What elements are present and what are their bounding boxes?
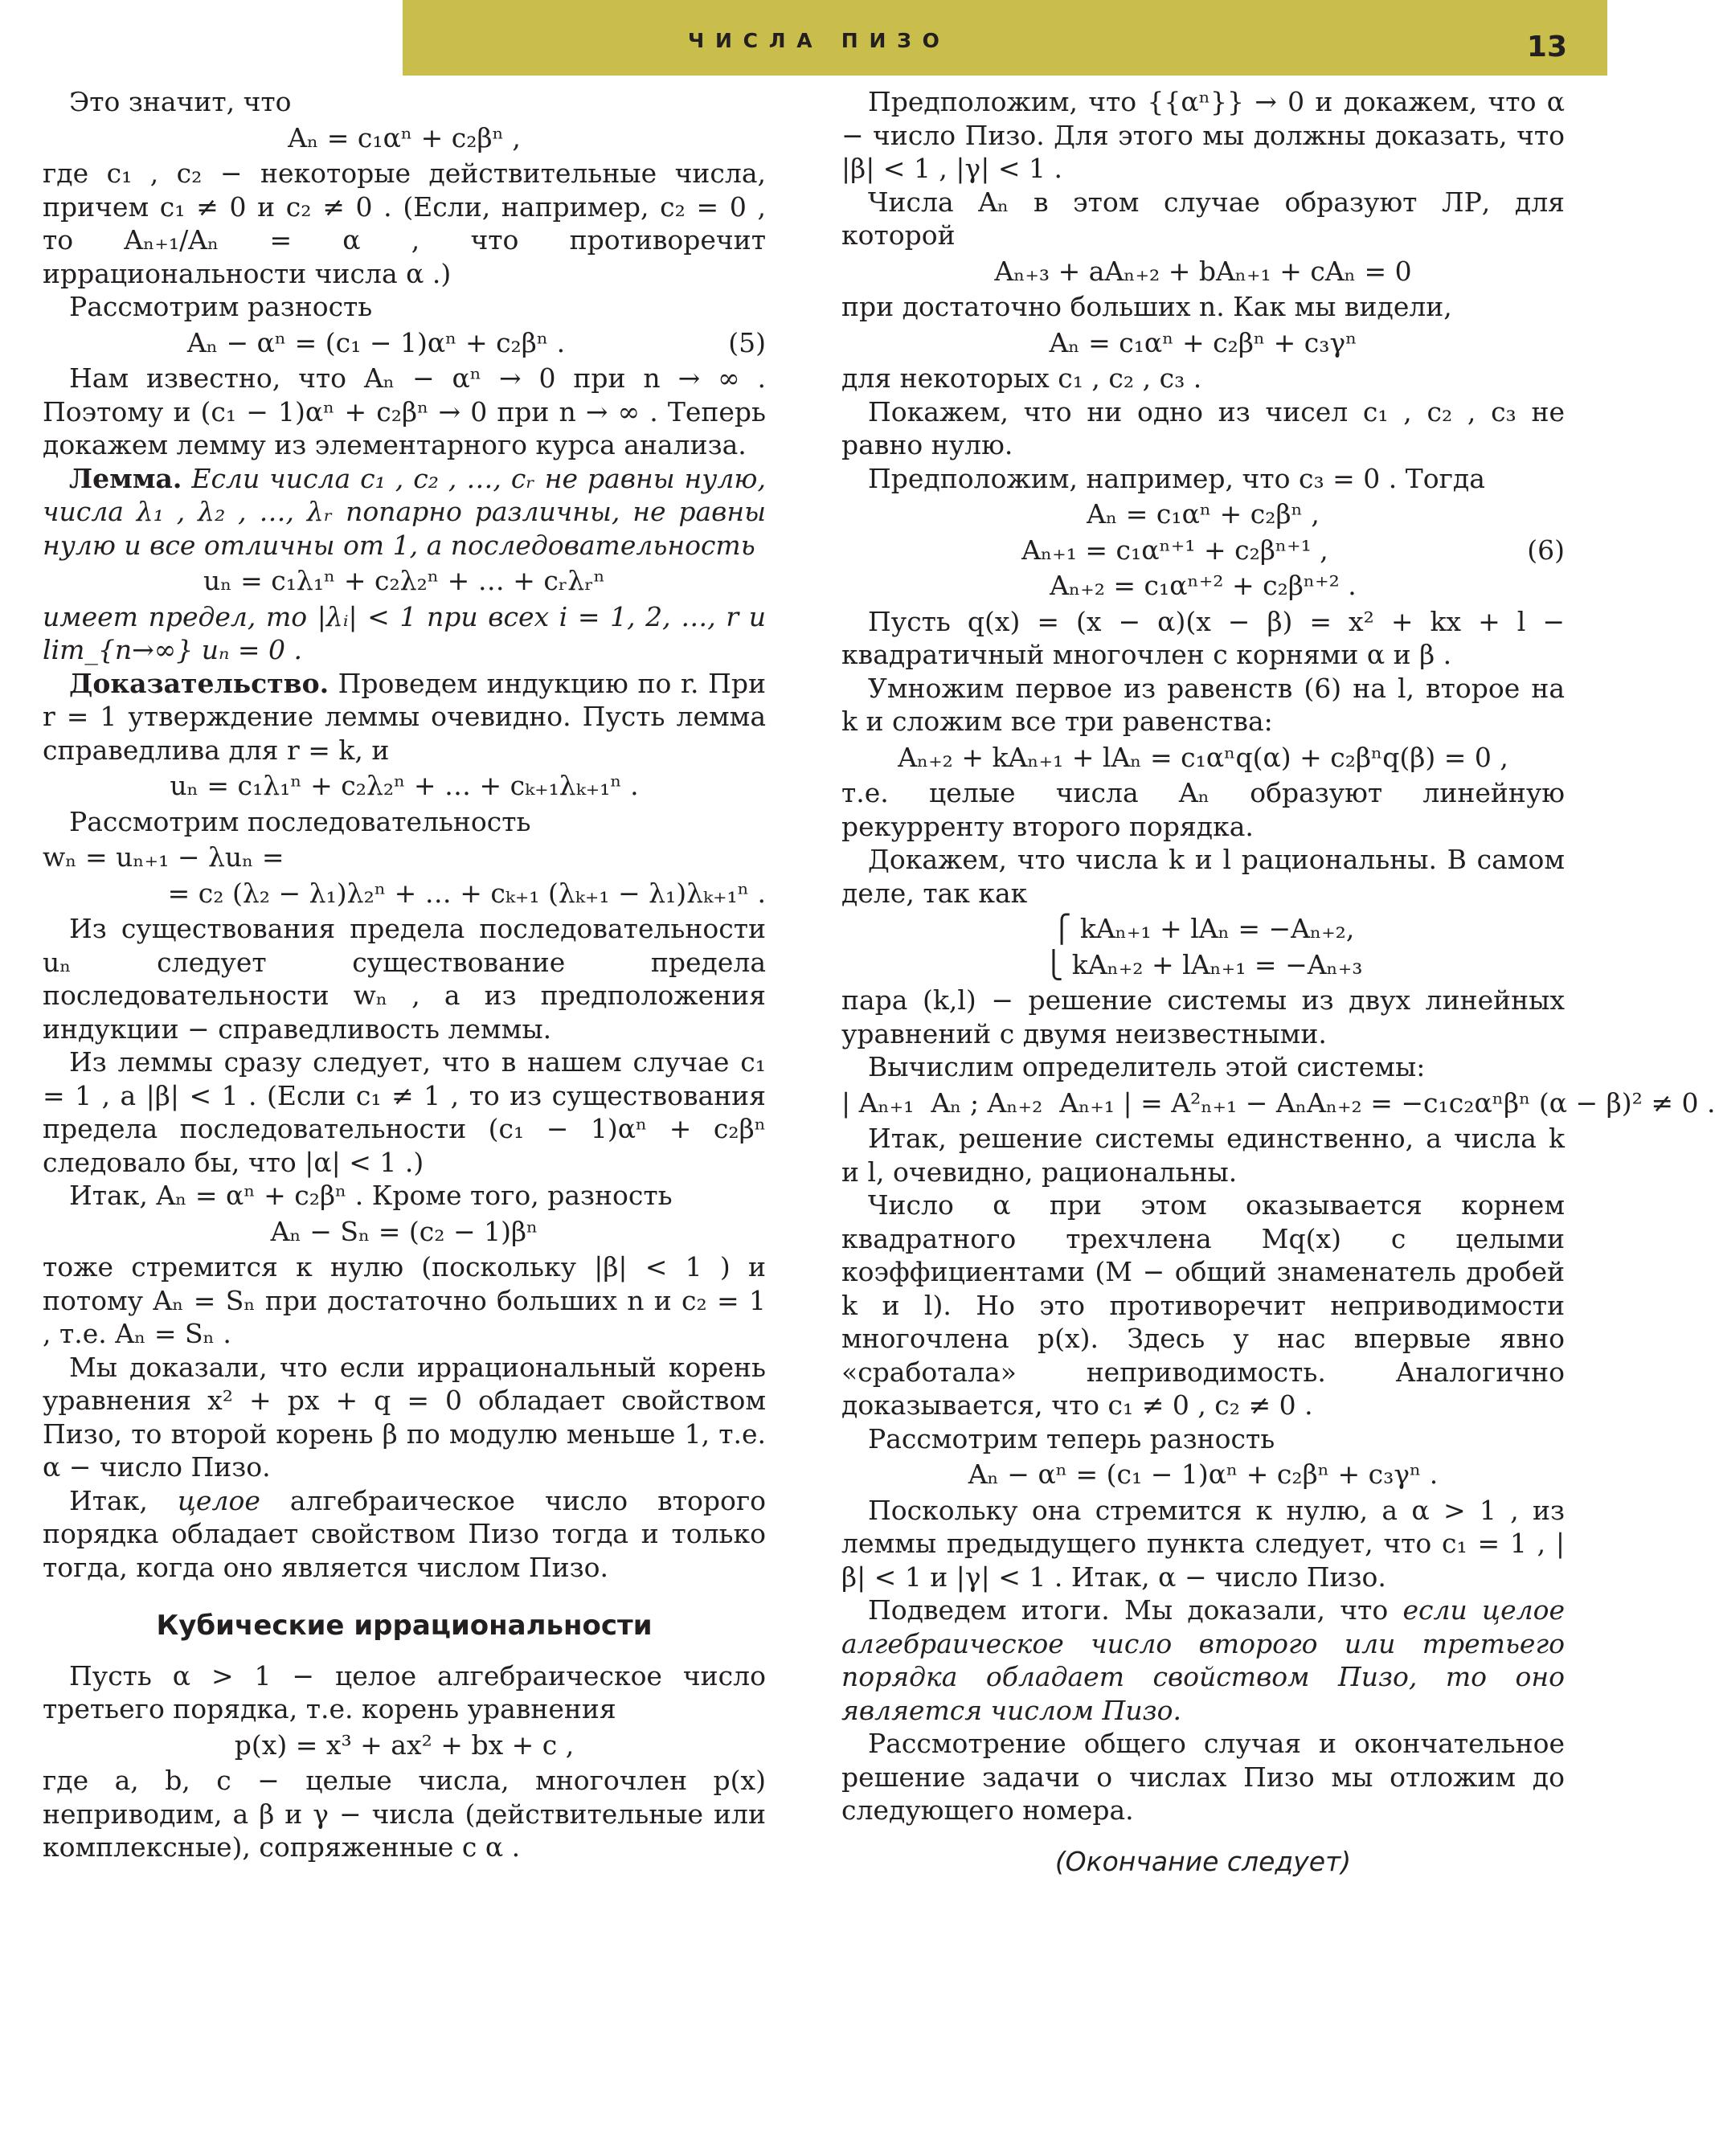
paragraph: Число α при этом оказывается корнем квадратного трехчлена Mq(x) с целыми коэффициентами (M − общий знаменатель дробей k и l). Но это противоречит неприводимости многочлена p(x). Здесь у нас впервые явно «сработала» неприводимость. Аналогично доказывается, что c₁ ≠ 0 , c₂ ≠ 0 . xyxy=(841,1189,1565,1421)
lemma-label: Лемма. xyxy=(69,462,182,494)
paragraph: Рассмотрим разность xyxy=(69,291,373,322)
paragraph: Пусть α > 1 − целое алгебраическое число третьего порядка, т.е. корень уравнения xyxy=(43,1659,766,1724)
paragraph: Нам известно, что Aₙ − αⁿ → 0 при n → ∞ . Поэтому и (c₁ − 1)αⁿ + c₂βⁿ → 0 при n → ∞ . Теперь докажем лемму из элементарного курса анализа. xyxy=(43,362,766,460)
paragraph: Мы доказали, что если иррациональный корень уравнения x² + px + q = 0 обладает свойством Пизо, то второй корень β по модулю меньше 1, т.е. α − число Пизо. xyxy=(43,1351,766,1483)
lemma-text: Если числа c₁ , c₂ , …, cᵣ не равны нулю, числа λ₁ , λ₂ , …, λᵣ попарно различны, не равны нулю и все отличны от 1, а последовательность xyxy=(43,462,766,561)
paragraph: Поскольку она стремится к нулю, а α > 1 , из леммы предыдущего пункта следует, что c₁ = 1 , |β| < 1 и |γ| < 1 . Итак, α − число Пизо. xyxy=(841,1494,1565,1593)
proof-text: Проведем индукцию по r. При r = 1 утверждение леммы очевидно. Пусть лемма справедлива для r = k, и xyxy=(43,667,766,766)
paragraph: Из существования предела последовательности uₙ следует существование предела последовательности wₙ , а из предположения индукции − справедливость леммы. xyxy=(43,913,766,1045)
text-run: Подведем итоги. Мы доказали, что xyxy=(868,1594,1389,1626)
paragraph: Рассмотрение общего случая и окончательное решение задачи о числах Пизо мы отложим до следующего номера. xyxy=(841,1728,1565,1826)
formula: Aₙ₊₂ = c₁αⁿ⁺² + c₂βⁿ⁺² . xyxy=(1050,570,1357,601)
paragraph: Предположим, что {{αⁿ}} → 0 и докажем, что α − число Пизо. Для этого мы должны доказать, что |β| < 1 , |γ| < 1 . xyxy=(841,86,1565,184)
formula: | Aₙ₊₁ Aₙ ; Aₙ₊₂ Aₙ₊₁ | = A²ₙ₊₁ − AₙAₙ₊₂ = −c₁c₂αⁿβⁿ (α − β)² ≠ 0 . xyxy=(841,1086,1715,1119)
system-line: ⎩ kAₙ₊₂ + lAₙ₊₁ = −Aₙ₊₃ xyxy=(1043,948,1363,980)
text-run: Итак, xyxy=(69,1484,148,1516)
to-be-continued: (Окончание следует) xyxy=(1054,1845,1352,1877)
paragraph: Рассмотрим теперь разность xyxy=(868,1422,1275,1454)
paragraph: Докажем, что числа k и l рациональны. В самом деле, так как xyxy=(841,844,1565,909)
formula: Aₙ − αⁿ = (c₁ − 1)αⁿ + c₂βⁿ + c₃γⁿ . xyxy=(968,1458,1439,1490)
paragraph: Вычислим определитель этой системы: xyxy=(868,1051,1426,1082)
formula: Aₙ₊₂ + kAₙ₊₁ + lAₙ = c₁αⁿq(α) + c₂βⁿq(β) = 0 , xyxy=(898,741,1508,773)
formula: Aₙ = c₁αⁿ + c₂βⁿ + c₃γⁿ xyxy=(1049,326,1357,358)
formula: Aₙ₊₃ + aAₙ₊₂ + bAₙ₊₁ + cAₙ = 0 xyxy=(994,255,1412,287)
equation-number: (5) xyxy=(728,326,766,358)
running-title: ЧИСЛА ПИЗО xyxy=(688,29,951,52)
paragraph: Итак, решение системы единственно, а числа k и l, очевидно, рациональны. xyxy=(841,1123,1565,1188)
equation-number: (6) xyxy=(1527,534,1565,566)
lemma-text-cont: имеет предел, то |λᵢ| < 1 при всех i = 1, 2, …, r и lim_{n→∞} uₙ = 0 . xyxy=(43,600,766,665)
proof-label: Доказательство. xyxy=(69,667,329,699)
text-run: алгебраическое число второго порядка обладает свойством Пизо тогда и только тогда, когда оно является числом Пизо. xyxy=(43,1484,766,1583)
formula: wₙ = uₙ₊₁ − λuₙ = xyxy=(43,841,284,873)
paragraph xyxy=(841,1593,1565,1727)
formula: = c₂ (λ₂ − λ₁)λ₂ⁿ + … + cₖ₊₁ (λₖ₊₁ − λ₁)λₖ₊₁ⁿ . xyxy=(167,877,766,909)
paragraph: где a, b, c − целые числа, многочлен p(x) неприводим, а β и γ − числа (действительные или комплексные), сопряженные с α . xyxy=(43,1765,766,1863)
left-column xyxy=(43,85,766,1864)
paragraph: Это значит, что xyxy=(69,86,292,117)
paragraph-lemma xyxy=(43,462,766,563)
paragraph: Числа Aₙ в этом случае образуют ЛР, для которой xyxy=(841,186,1565,251)
formula: Aₙ = c₁αⁿ + c₂βⁿ , xyxy=(288,121,521,153)
emphasis: если целое алгебраическое число второго или третьего порядка обладает свойством Пизо, то оно является числом Пизо. xyxy=(841,1594,1566,1726)
paragraph: Умножим первое из равенств (6) на l, второе на k и сложим все три равенства: xyxy=(841,672,1565,737)
formula: Aₙ = c₁αⁿ + c₂βⁿ , xyxy=(1087,498,1320,530)
numbered-formula xyxy=(841,534,1565,567)
paragraph: т.е. целые числа Aₙ образуют линейную рекурренту второго порядка. xyxy=(841,777,1565,842)
paragraph: Итак, Aₙ = αⁿ + c₂βⁿ . Кроме того, разность xyxy=(69,1180,673,1211)
emphasis: целое xyxy=(177,1484,260,1516)
page-number: 13 xyxy=(1526,31,1567,63)
formula: Aₙ₊₁ = c₁αⁿ⁺¹ + c₂βⁿ⁺¹ , xyxy=(1021,534,1328,566)
paragraph: при достаточно больших n. Как мы видели, xyxy=(841,291,1452,322)
paragraph: пара (k,l) − решение системы из двух линейных уравнений с двумя неизвестными. xyxy=(841,984,1565,1049)
formula: Aₙ − αⁿ = (c₁ − 1)αⁿ + c₂βⁿ . xyxy=(186,326,566,358)
paragraph xyxy=(43,1484,766,1585)
formula: uₙ = c₁λ₁ⁿ + c₂λ₂ⁿ + … + cᵣλᵣⁿ xyxy=(203,565,605,596)
paragraph-proof xyxy=(43,667,766,767)
right-column xyxy=(841,85,1715,1878)
paragraph: для некоторых c₁ , c₂ , c₃ . xyxy=(841,362,1202,394)
paragraph: тоже стремится к нулю (поскольку |β| < 1 ) и потому Aₙ = Sₙ при достаточно больших n и c₂ = 1 , т.е. Aₙ = Sₙ . xyxy=(43,1251,766,1349)
system-line: ⎧ kAₙ₊₁ + lAₙ = −Aₙ₊₂, xyxy=(1051,913,1355,944)
paragraph: Предположим, например, что c₃ = 0 . Тогда xyxy=(868,462,1485,494)
paragraph: Покажем, что ни одно из чисел c₁ , c₂ , c₃ не равно нулю. xyxy=(841,395,1565,460)
section-heading: Кубические иррациональности xyxy=(156,1610,653,1642)
formula: uₙ = c₁λ₁ⁿ + c₂λ₂ⁿ + … + cₖ₊₁λₖ₊₁ⁿ . xyxy=(170,770,639,801)
header-band xyxy=(403,0,1607,76)
numbered-formula xyxy=(43,326,766,360)
paragraph: Пусть q(x) = (x − α)(x − β) = x² + kx + l − квадратичный многочлен с корнями α и β . xyxy=(841,605,1565,670)
paragraph: Рассмотрим последовательность xyxy=(69,805,531,837)
formula: p(x) = x³ + ax² + bx + c , xyxy=(234,1728,575,1761)
paragraph xyxy=(43,600,766,667)
paragraph: Из леммы сразу следует, что в нашем случае c₁ = 1 , а |β| < 1 . (Если c₁ ≠ 1 , то из существования предела последовательности (c₁ − 1)αⁿ + c₂βⁿ следовало бы, что |α| < 1 .) xyxy=(43,1046,766,1178)
paragraph: где c₁ , c₂ − некоторые действительные числа, причем c₁ ≠ 0 и c₂ ≠ 0 . (Если, например, c₂ = 0 , то Aₙ₊₁/Aₙ = α , что противоречит иррациональности числа α .) xyxy=(43,158,766,289)
formula: Aₙ − Sₙ = (c₂ − 1)βⁿ xyxy=(270,1215,538,1247)
